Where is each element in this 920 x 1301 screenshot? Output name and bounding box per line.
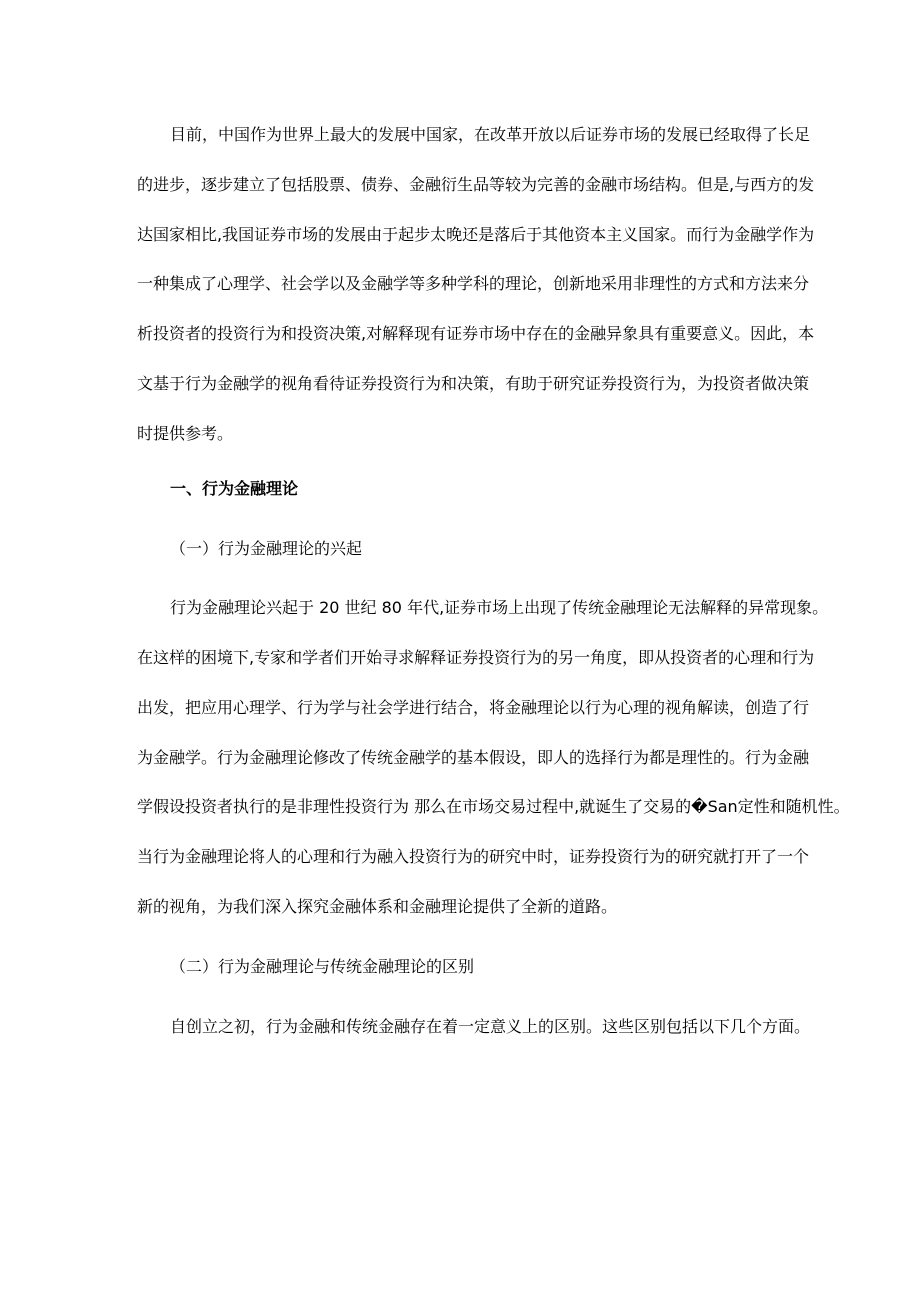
rise-line-4: 为金融学。行为金融理论修改了传统金融学的基本假设，即人的选择行为都是理性的。行为金融: [137, 748, 810, 767]
rise-line-2: 在这样的困境下,专家和学者们开始寻求解释证券投资行为的另一角度，即从投资者的心理和行为: [137, 648, 815, 667]
rise-line-7: 新的视角，为我们深入探究金融体系和金融理论提供了全新的道路。: [137, 897, 618, 916]
intro-line-7: 时提供参考。: [137, 424, 234, 443]
intro-line-6: 文基于行为金融学的视角看待证券投资行为和决策，有助于研究证券投资行为，为投资者做决策: [137, 374, 810, 393]
rise-line-6: 当行为金融理论将人的心理和行为融入投资行为的研究中时，证券投资行为的研究就打开了一个: [137, 847, 810, 866]
intro-line-2: 的进步，逐步建立了包括股票、债券、金融衍生品等较为完善的金融市场结构。但是,与西方的发: [137, 175, 815, 194]
intro-line-5: 析投资者的投资行为和投资决策,对解释现有证券市场中存在的金融异象具有重要意义。因此，本: [137, 324, 815, 343]
intro-line-3: 达国家相比,我国证券市场的发展由于起步太晚还是落后于其他资本主义国家。而行为金融学作为: [137, 225, 815, 244]
rise-line-1: 行为金融理论兴起于 20 世纪 80 年代,证券市场上出现了传统金融理论无法解释的异常现象。: [170, 598, 829, 617]
intro-line-4: 一种集成了心理学、社会学以及金融学等多种学科的理论，创新地采用非理性的方式和方法来分: [137, 274, 810, 293]
section-heading-behavioral-finance-theory: 一、行为金融理论: [170, 479, 299, 498]
rise-line-3: 出发，把应用心理学、行为学与社会学进行结合，将金融理论以行为心理的视角解读，创造了行: [137, 698, 810, 717]
difference-paragraph: 自创立之初，行为金融和传统金融存在着一定意义上的区别。这些区别包括以下几个方面。: [170, 1017, 811, 1036]
rise-line-5: 学假设投资者执行的是非理性投资行为 那么在市场交易过程中,就诞生了交易的�San定性和随机性。: [137, 797, 850, 816]
intro-line-1: 目前，中国作为世界上最大的发展中国家，在改革开放以后证券市场的发展已经取得了长足: [170, 125, 811, 144]
subsection-heading-difference: （二）行为金融理论与传统金融理论的区别: [170, 957, 475, 976]
subsection-heading-rise: （一）行为金融理论的兴起: [170, 539, 363, 558]
